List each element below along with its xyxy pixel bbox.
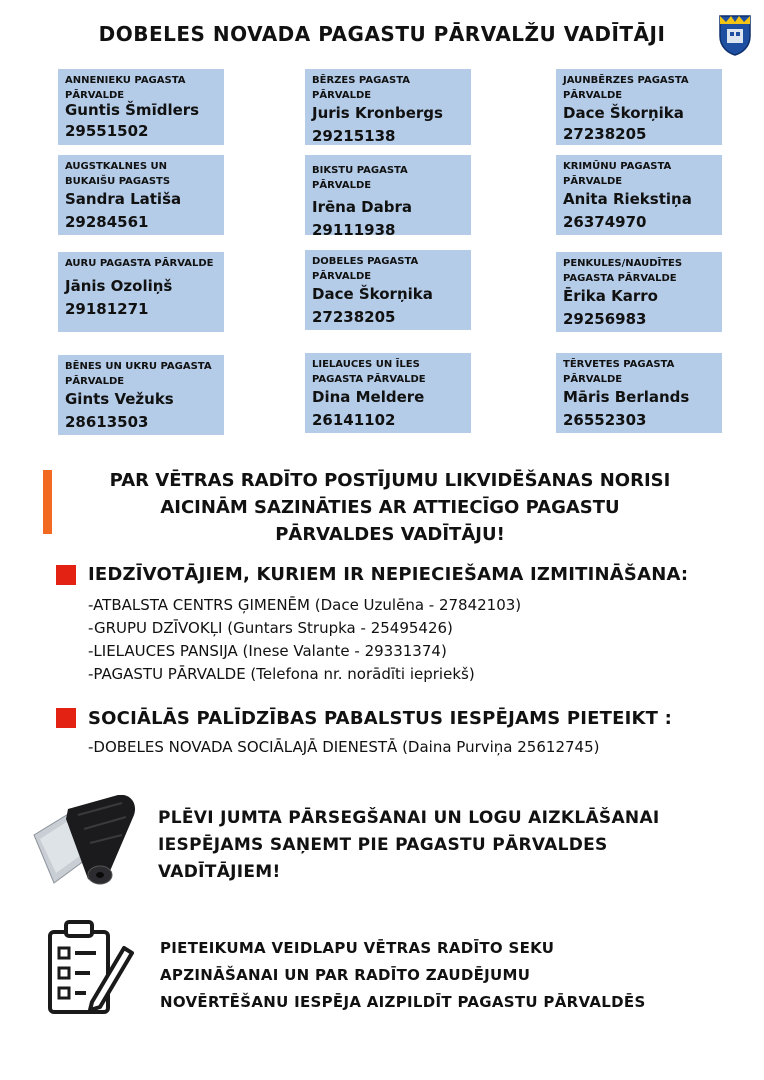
card-parish-name: KRIMŪNU PAGASTA PĀRVALDE (563, 161, 672, 187)
card-phone: 29256983 (563, 310, 647, 328)
card-phone: 29215138 (312, 127, 396, 145)
orange-accent-bar (43, 470, 52, 534)
card-person: Māris Berlands (563, 388, 690, 406)
page-title: DOBELES NOVADA PAGASTU PĀRVALŽU VADĪTĀJI (98, 22, 666, 46)
card-phone: 26552303 (563, 411, 647, 429)
card-annenieki (58, 69, 224, 145)
clipboard-checklist-icon (44, 918, 136, 1016)
card-person: Gints Vežuks (65, 390, 174, 408)
card-jaunberze (556, 69, 722, 145)
social-list (88, 736, 599, 759)
card-parish-name: BĒNES UN UKRU PAGASTA PĀRVALDE (65, 361, 212, 387)
film-info (158, 805, 660, 886)
card-lielauce (305, 353, 471, 433)
form-line: APZINĀŠANAI UN PAR RADĪTO ZAUDĒJUMU (160, 966, 531, 984)
card-phone: 29284561 (65, 213, 149, 231)
call-line: PĀRVALDES VADĪTĀJU! (275, 524, 505, 545)
card-dobele (305, 250, 471, 330)
card-phone: 26374970 (563, 213, 647, 231)
form-info (160, 935, 646, 1016)
plastic-film-roll-icon (30, 795, 140, 890)
card-person: Dace Škorņika (563, 104, 684, 122)
relocation-list (88, 594, 521, 686)
card-phone: 27238205 (312, 308, 396, 326)
card-bene (58, 355, 224, 435)
red-square-bullet (56, 565, 76, 585)
card-person: Irēna Dabra (312, 198, 413, 216)
card-parish-name: PENKULES/NAUDĪTES PAGASTA PĀRVALDE (563, 258, 683, 284)
coat-of-arms-icon (718, 14, 752, 56)
film-line: IESPĒJAMS SAŅEMT PIE PAGASTU PĀRVALDES (158, 835, 608, 855)
card-parish-name: AUGSTKALNES UN BUKAIŠU PAGASTS (65, 161, 171, 187)
film-line: VADĪTĀJIEM! (158, 862, 281, 882)
call-line: AICINĀM SAZINĀTIES AR ATTIECĪGO PAGASTU (160, 497, 620, 518)
card-tervete (556, 353, 722, 433)
card-person: Juris Kronbergs (312, 104, 443, 122)
social-heading: SOCIĀLĀS PALĪDZĪBAS PABALSTUS IESPĒJAMS PIETEIKT : (88, 708, 672, 729)
card-person: Anita Riekstiņa (563, 190, 692, 208)
card-auri (58, 252, 224, 332)
list-item: -GRUPU DZĪVOKĻI (Guntars Strupka - 25495426) (88, 619, 453, 637)
card-parish-name: AURU PAGASTA PĀRVALDE (65, 258, 214, 269)
card-person: Sandra Latiša (65, 190, 182, 208)
call-line: PAR VĒTRAS RADĪTO POSTĪJUMU LIKVIDĒŠANAS NORISI (109, 470, 671, 491)
relocation-heading: IEDZĪVOTĀJIEM, KURIEM IR NEPIECIEŠAMA IZMITINĀŠANA: (88, 564, 689, 585)
card-augstkalne (58, 155, 224, 235)
card-phone: 28613503 (65, 413, 149, 431)
list-item: -PAGASTU PĀRVALDE (Telefona nr. norādīti iepriekš) (88, 665, 475, 683)
card-bikstu (305, 155, 471, 239)
card-parish-name: DOBELES PAGASTA PĀRVALDE (312, 256, 419, 282)
card-person: Ērika Karro (563, 287, 658, 305)
film-line: PLĒVI JUMTA PĀRSEGŠANAI UN LOGU AIZKLĀŠANAI (158, 808, 660, 828)
form-line: PIETEIKUMA VEIDLAPU VĒTRAS RADĪTO SEKU (160, 939, 555, 957)
card-parish-name: BĒRZES PAGASTA PĀRVALDE (312, 75, 411, 101)
card-phone: 26141102 (312, 411, 396, 429)
list-item: -DOBELES NOVADA SOCIĀLAJĀ DIENESTĀ (Daina Purviņa 25612745) (88, 738, 600, 756)
form-line: NOVĒRTĒŠANU IESPĒJA AIZPILDĪT PAGASTU PĀRVALDĒS (160, 993, 646, 1011)
card-parish-name: LIELAUCES UN ĪLES PAGASTA PĀRVALDE (312, 359, 426, 385)
card-penkule (556, 252, 722, 332)
card-parish-name: ANNENIEKU PAGASTA PĀRVALDE (65, 75, 186, 101)
card-parish-name: BIKSTU PAGASTA PĀRVALDE (312, 165, 408, 191)
card-person: Guntis Šmīdlers (65, 101, 200, 119)
card-phone: 29551502 (65, 122, 149, 140)
card-person: Dina Meldere (312, 388, 425, 406)
card-krimuni (556, 155, 722, 235)
card-parish-name: TĒRVETES PAGASTA PĀRVALDE (563, 359, 675, 385)
list-item: -LIELAUCES PANSIJA (Inese Valante - 29331374) (88, 642, 447, 660)
card-phone: 27238205 (563, 125, 647, 143)
card-person: Dace Škorņika (312, 285, 433, 303)
card-phone: 29181271 (65, 300, 149, 318)
card-person: Jānis Ozoliņš (65, 277, 173, 295)
card-berze (305, 69, 471, 145)
card-parish-name: JAUNBĒRZES PAGASTA PĀRVALDE (563, 75, 689, 101)
list-item: -ATBALSTA CENTRS ĢIMENĒM (Dace Uzulēna - 27842103) (88, 596, 522, 614)
call-to-action (80, 467, 700, 548)
card-phone: 29111938 (312, 221, 396, 239)
red-square-bullet (56, 708, 76, 728)
